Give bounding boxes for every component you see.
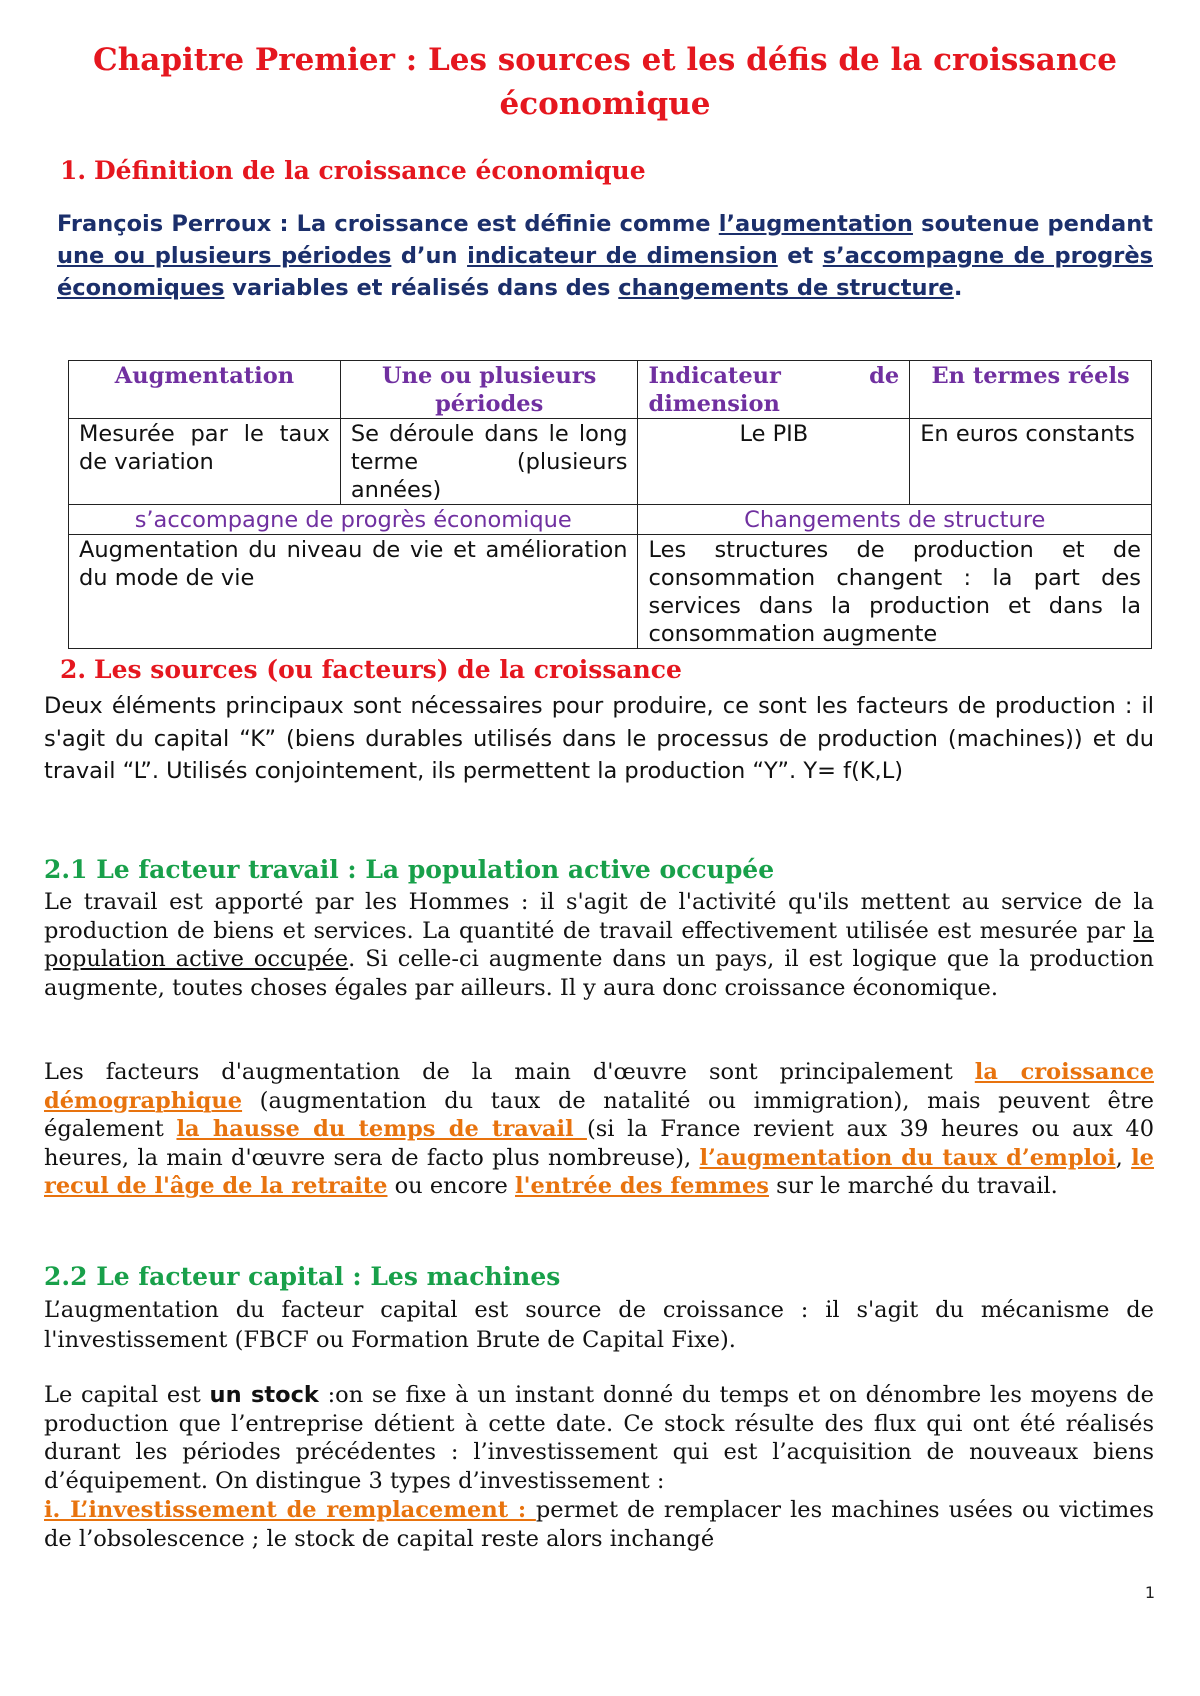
section-1-title: Définition de la croissance économique (94, 156, 646, 185)
table-header-augmentation: Augmentation (69, 361, 341, 419)
investment-type-1: i. L’investissement de remplacement : permet de remplacer les machines usées ou victimes de l’obsolescence ; le stock de capital reste alors inchangé (44, 1497, 1155, 1552)
table-cell: Augmentation du niveau de vie et amélioration du mode de vie (69, 535, 638, 649)
table-header-progres: s’accompagne de progrès économique (69, 505, 638, 535)
term-structure: changements de structure (618, 275, 954, 301)
table-header-changements: Changements de structure (638, 505, 1152, 535)
term-augmentation: l’augmentation (718, 211, 913, 237)
highlight-croissance-demographique: la croissance démographique (44, 1059, 1155, 1114)
table-row (69, 361, 1152, 419)
section-2-2-heading: 2.2 Le facteur capital : Les machines (44, 1262, 561, 1291)
section-2-number: 2. (60, 655, 87, 684)
table-cell: En euros constants (910, 419, 1152, 505)
highlight-taux-emploi: l’augmentation du taux d’emploi (699, 1144, 1116, 1171)
section-1-heading (60, 156, 646, 186)
table-row (69, 505, 1152, 535)
bold-un-stock: un stock (209, 1382, 319, 1408)
table-header-indicateur: Indicateur de dimension (638, 361, 910, 419)
highlight-temps-de-travail: la hausse du temps de travail (176, 1116, 587, 1143)
definition-table (68, 360, 1152, 649)
page-number: 1 (1144, 1583, 1155, 1602)
table-cell: Mesurée par le taux de variation (69, 419, 341, 505)
section-1-number: 1. (60, 156, 87, 185)
term-progres: s’accompagne de progrès économiques (57, 243, 1154, 301)
section-2-1-paragraph-1: Le travail est apporté par les Hommes : il s'agit de l'activité qu'ils mettent au service de la production de biens et services. La quantité de travail effectivement utilisée est mesurée par la population active occupée. Si celle-ci augmente dans un pays, il est logique que la production augmente, toutes choses égales par ailleurs. Il y aura donc croissance économique. (44, 889, 1155, 1001)
section-2-title: Les sources (ou facteurs) de la croissance (94, 655, 682, 684)
term-periodes: une ou plusieurs périodes (57, 243, 392, 269)
table-cell: Les structures de production et de consommation changent : la part des services dans la production et dans la consommation augmente (638, 535, 1152, 649)
section-2-1-heading: 2.1 Le facteur travail : La population active occupée (44, 855, 775, 884)
table-header-periodes: Une ou plusieurs périodes (340, 361, 638, 419)
table-header-termes-reels: En termes réels (910, 361, 1152, 419)
underlined-population-active: la population active occupée (44, 917, 1154, 973)
table-cell: Le PIB (638, 419, 910, 505)
author-name: François Perroux : (57, 211, 289, 237)
section-2-1-paragraph-2: Les facteurs d'augmentation de la main d'œuvre sont principalement la croissance démographique (augmentation du taux de natalité ou immigration), mais peuvent être également la hausse du temps de travail (si la France revient aux 39 heures ou aux 40 heures, la main d'œuvre sera de facto plus nombreuse), l’augmentation du taux d’emploi, le recul de l'âge de la retraite ou encore l'entrée des femmes sur le marché du travail. (44, 1059, 1155, 1200)
perroux-definition: François Perroux : La croissance est définie comme l’augmentation soutenue pendant une ou plusieurs périodes d’un indicateur de dimension et s’accompagne de progrès économiques variables et réalisés dans des changements de structure. (57, 211, 1154, 301)
section-2-heading (60, 655, 682, 685)
table-cell: Se déroule dans le long terme (plusieurs années) (340, 419, 638, 505)
term-indicateur: indicateur de dimension (467, 243, 778, 269)
highlight-age-retraite: le recul de l'âge de la retraite (44, 1144, 1154, 1200)
table-row (69, 535, 1152, 649)
highlight-entree-femmes: l'entrée des femmes (515, 1173, 769, 1200)
table-row (69, 419, 1152, 505)
section-2-2-paragraph-2: Le capital est un stock :on se fixe à un instant donné du temps et on dénombre les moyens de production que l’entreprise détient à cette date. Ce stock résulte des flux qui ont été réalisés durant les périodes précédentes : l’investissement qui est l’acquisition de nouveaux biens d’équipement. On distingue 3 types d’investissement : (44, 1382, 1154, 1494)
highlight-investissement-remplacement: i. L’investissement de remplacement : (44, 1497, 536, 1523)
page-title: Chapitre Premier : Les sources et les défis de la croissance économique (93, 42, 1117, 122)
section-2-body: Deux éléments principaux sont nécessaires pour produire, ce sont les facteurs de production : il s'agit du capital “K” (biens durables utilisés dans le processus de production (machines)) et du travail “L”. Utilisés conjointement, ils permettent la production “Y”. Y= f(K,L) (44, 693, 1154, 784)
section-2-2-paragraph-1: L’augmentation du facteur capital est source de croissance : il s'agit du mécanisme de l'investissement (FBCF ou Formation Brute de Capital Fixe). (44, 1297, 1154, 1353)
